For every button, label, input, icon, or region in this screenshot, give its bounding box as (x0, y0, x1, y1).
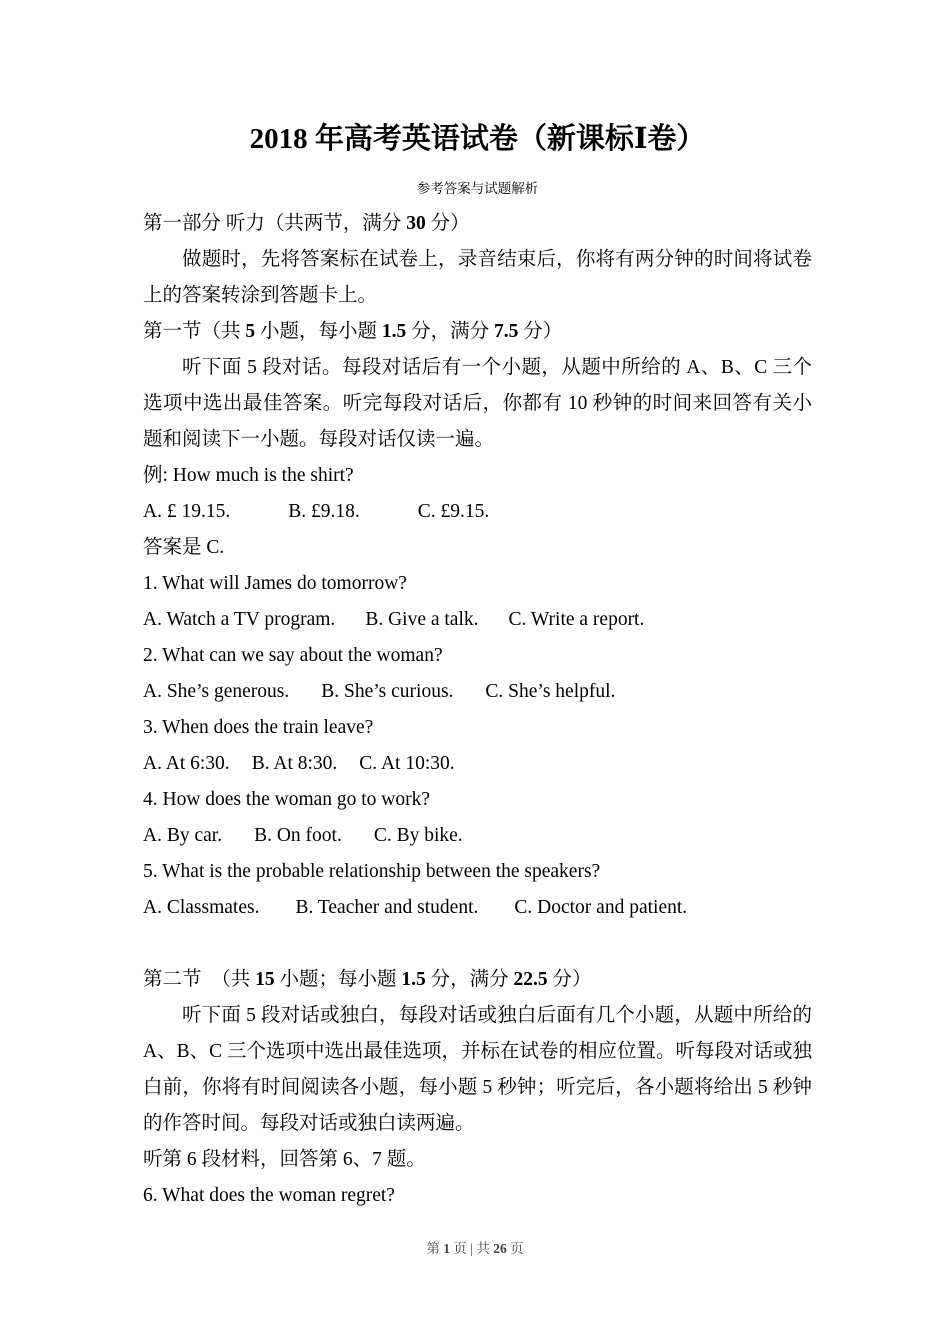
bold-text: 1.5 (401, 969, 426, 990)
text-run: 第二节 （共 (143, 969, 256, 990)
text-run: 6. What does the woman regret? (143, 1185, 395, 1206)
text-line (143, 710, 812, 746)
body-lines (143, 206, 812, 1214)
bold-text: 30 (406, 213, 426, 234)
option: A. £ 19.15. (143, 501, 231, 522)
text-line (143, 1142, 812, 1178)
spacer (143, 926, 812, 962)
text-run: 第 (426, 1241, 444, 1256)
options-row (143, 890, 812, 926)
option: B. On foot. (254, 825, 342, 846)
option: A. At 6:30. (143, 753, 230, 774)
options-row (143, 602, 812, 638)
paragraph (143, 998, 812, 1142)
text-run: 第一节（共 (143, 321, 246, 342)
section-heading (143, 206, 812, 242)
text-run: 答案是 C. (143, 537, 225, 558)
text-run: 做题时，先将答案标在试卷上，录音结束后，你将有两分钟的时间将试卷上的答案转涂到答题卡上。 (143, 249, 812, 306)
option: A. She’s generous. (143, 681, 290, 702)
options-row (143, 494, 812, 530)
page-footer (0, 1240, 950, 1258)
text-run: 分，满分 (406, 321, 495, 342)
text-run: 听下面 5 段对话或独白，每段对话或独白后面有几个小题，从题中所给的 A、B、C 三个选项中选出最佳选项，并标在试卷的相应位置。听每段对话或独白前，你将有时间阅读各小题，每小题 5 秒钟；听完后，各小题将给出 5 秒钟的作答时间。每段对话或独白读两遍。 (143, 1005, 812, 1134)
option: A. Classmates. (143, 897, 260, 918)
bold-text: 15 (255, 969, 275, 990)
options-row (143, 674, 812, 710)
text-run: 小题；每小题 (274, 969, 402, 990)
option: 4. How does the woman go to work? (143, 789, 431, 810)
document-subtitle: 参考答案与试题解析 (416, 181, 539, 196)
section-heading (143, 962, 812, 998)
text-run: 小题，每小题 (255, 321, 382, 342)
text-line (143, 854, 812, 890)
option: C. She’s helpful. (485, 681, 616, 702)
paragraph (143, 242, 812, 314)
option: A. By car. (143, 825, 223, 846)
text-line (143, 566, 812, 602)
option: A. Watch a TV program. (143, 609, 336, 630)
option: C. At 10:30. (359, 753, 455, 774)
text-run: 例: How much is the shirt? (143, 465, 354, 486)
option: B. She’s curious. (321, 681, 454, 702)
options-row (143, 782, 812, 818)
option: C. Doctor and patient. (514, 897, 688, 918)
text-run: 2. What can we say about the woman? (143, 645, 443, 666)
bold-text: 7.5 (494, 321, 519, 342)
option: B. At 8:30. (251, 753, 338, 774)
bold-text: 22.5 (513, 969, 548, 990)
text-run: 分） (425, 213, 470, 234)
bold-text: 26 (493, 1241, 507, 1256)
paragraph (143, 350, 812, 458)
text-line (143, 530, 812, 566)
text-run: 5. What is the probable relationship between the speakers? (143, 861, 601, 882)
options-row (143, 818, 812, 854)
text-line (143, 1178, 812, 1214)
bold-text: 1 (443, 1241, 451, 1256)
bold-text: 5 (245, 321, 256, 342)
text-run: 1. What will James do tomorrow? (143, 573, 407, 594)
text-run: 3. When does the train leave? (143, 717, 374, 738)
text-run: 分） (547, 969, 592, 990)
option: C. Write a report. (508, 609, 645, 630)
section-heading (143, 314, 812, 350)
text-run: 第一部分 听力（共两节，满分 (143, 213, 407, 234)
text-run: 分，满分 (425, 969, 514, 990)
option: B. £9.18. (288, 501, 360, 522)
option: B. Teacher and student. (295, 897, 479, 918)
text-run: 听下面 5 段对话。每段对话后有一个小题，从题中所给的 A、B、C 三个选项中选出最佳答案。听完每段对话后，你都有 10 秒钟的时间来回答有关小题和阅读下一小题。每段对话仅读一遍。 (143, 357, 812, 450)
text-run: 页 | 共 (450, 1241, 494, 1256)
option: C. By bike. (373, 825, 463, 846)
text-run: 听第 6 段材料，回答第 6、7 题。 (143, 1149, 426, 1170)
bold-text: 1.5 (381, 321, 407, 342)
option: B. Give a talk. (365, 609, 479, 630)
option: C. £9.15. (417, 501, 490, 522)
text-line (143, 458, 812, 494)
text-run: 页 (506, 1241, 524, 1256)
text-line (143, 638, 812, 674)
options-row (143, 746, 812, 782)
document-title: 2018 年高考英语试卷（新课标Ⅰ卷） (249, 123, 706, 155)
text-run: 分） (518, 321, 563, 342)
document-body (143, 118, 812, 1214)
